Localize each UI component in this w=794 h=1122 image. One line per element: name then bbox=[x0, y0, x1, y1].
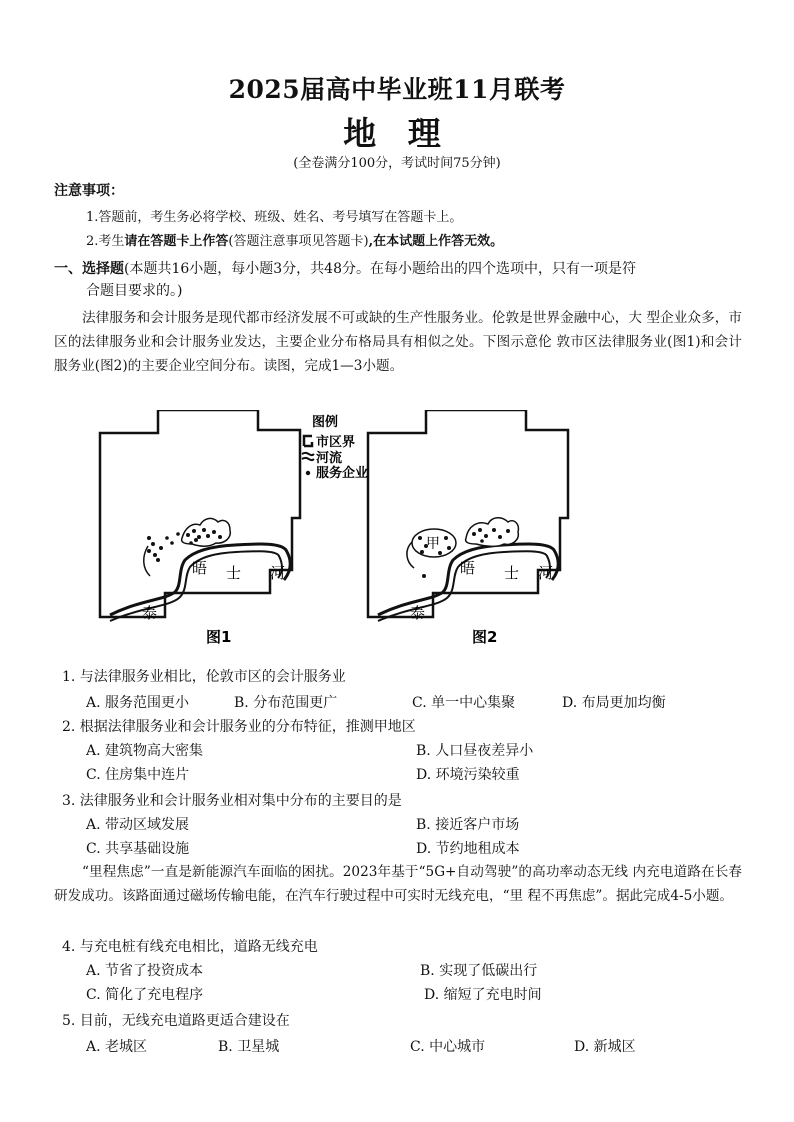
question-5-option-d: D. 新城区 bbox=[574, 1039, 636, 1055]
passage-1: 法律服务和会计服务是现代都市经济发展不可或缺的生产性服务业。伦敦是世界金融中心，大 型企业众多，市区的法律服务业和会计服务业发达，主要企业分布格局具有相似之处。下图示意伦 敦市区法律服务业(图1)和会计服务业(图2)的主要企业空间分布。读图，完成1—3小题。 bbox=[54, 310, 742, 374]
exam-note: (全卷满分100分，考试时间75分钟) bbox=[293, 156, 501, 171]
map1-river-label-2: 士 bbox=[226, 564, 242, 582]
question-2-option-b: B. 人口昼夜差异小 bbox=[416, 743, 534, 759]
notice-heading: 注意事项： bbox=[54, 183, 124, 199]
notice-item-2 bbox=[86, 230, 503, 249]
notice-item-1: 1.答题前，考生务必将学校、班级、姓名、考号填写在答题卡上。 bbox=[86, 210, 463, 225]
london-service-map-figure bbox=[80, 410, 580, 650]
question-3-option-c: C. 共享基础设施 bbox=[86, 841, 190, 857]
exam-title: 2025届高中毕业班11月联考 bbox=[228, 75, 566, 104]
question-3-option-a: A. 带动区域发展 bbox=[86, 817, 190, 833]
section-1-desc2: 合题目要求的。) bbox=[86, 283, 183, 299]
question-5-option-c: C. 中心城市 bbox=[410, 1039, 486, 1055]
notice-item-2-mid: (答题注意事项见答题卡) bbox=[228, 234, 369, 249]
map1-river-label-3: 河 bbox=[270, 564, 286, 582]
question-2-option-a: A. 建筑物高大密集 bbox=[86, 743, 204, 759]
map2-cluster-outline bbox=[466, 518, 519, 547]
legend-enterprise-label: 服务企业 bbox=[316, 466, 369, 481]
question-2-option-d: D. 环境污染较重 bbox=[416, 767, 520, 783]
question-1-option-d: D. 布局更加均衡 bbox=[562, 695, 666, 711]
notice-item-2-pre: 2.考生 bbox=[86, 234, 125, 249]
question-4-option-a: A. 节省了投资成本 bbox=[86, 963, 204, 979]
question-2-stem: 2. 根据法律服务业和会计服务业的分布特征，推测甲地区 bbox=[62, 719, 416, 735]
question-4-option-c: C. 简化了充电程序 bbox=[86, 987, 204, 1003]
map2-river-start-label: 泰 bbox=[410, 604, 426, 622]
notice-item-2-bold2: ,在本试题上作答无效。 bbox=[368, 234, 504, 249]
question-4-option-d: D. 缩短了充电时间 bbox=[424, 987, 542, 1003]
legend-title: 图例 bbox=[312, 415, 339, 430]
figure-1-caption: 图1 bbox=[206, 628, 232, 646]
map2-river-label-2: 士 bbox=[504, 564, 520, 582]
map1-river-start-label: 泰 bbox=[142, 604, 158, 622]
question-1-option-b: B. 分布范围更广 bbox=[234, 695, 338, 711]
question-1-stem: 1. 与法律服务业相比，伦敦市区的会计服务业 bbox=[62, 669, 346, 685]
question-3-stem: 3. 法律服务业和会计服务业相对集中分布的主要目的是 bbox=[62, 793, 402, 809]
section-1-header bbox=[54, 258, 744, 302]
question-4-option-b: B. 实现了低碳出行 bbox=[420, 963, 538, 979]
subject-title: 地 理 bbox=[343, 114, 451, 153]
question-3-option-d: D. 节约地租成本 bbox=[416, 841, 520, 857]
question-5-option-b: B. 卫星城 bbox=[218, 1039, 280, 1055]
legend-boundary-label: 市区界 bbox=[316, 435, 356, 450]
map2-jia-label: 甲 bbox=[426, 536, 440, 552]
map1-cluster-outline bbox=[182, 518, 231, 546]
legend-boundary-symbol bbox=[304, 436, 312, 446]
question-2-option-c: C. 住房集中连片 bbox=[86, 767, 190, 783]
map1-boundary bbox=[100, 410, 300, 617]
question-1-option-c: C. 单一中心集聚 bbox=[412, 695, 516, 711]
map1-river-bank-a bbox=[110, 544, 290, 615]
question-5-stem: 5. 目前，无线充电道路更适合建设在 bbox=[62, 1013, 290, 1029]
map2-river-label-3: 河 bbox=[538, 564, 554, 582]
question-1-option-a: A. 服务范围更小 bbox=[86, 695, 190, 711]
notice-item-2-bold1: 请在答题卡上作答 bbox=[124, 234, 229, 249]
passage-2: “里程焦虑”一直是新能源汽车面临的困扰。2023年基于“5G+自动驾驶”的高功率动态无线 内充电道路在长春研发成功。该路面通过磁场传输电能，在汽车行驶过程中可实时无线充电，“里 程不再焦虑”。据此完成4-5小题。 bbox=[54, 864, 742, 904]
map2-boundary bbox=[368, 410, 568, 617]
legend-river-symbol bbox=[302, 453, 314, 460]
question-3-option-b: B. 接近客户市场 bbox=[416, 817, 520, 833]
legend-river-label: 河流 bbox=[316, 451, 343, 466]
question-4-stem: 4. 与充电桩有线充电相比，道路无线充电 bbox=[62, 939, 318, 955]
map2-river-label-1: 晤 bbox=[460, 559, 476, 577]
section-1-desc: (本题共16小题，每小题3分，共48分。在每小题给出的四个选项中，只有一项是符 bbox=[124, 261, 636, 277]
question-5-option-a: A. 老城区 bbox=[86, 1039, 148, 1055]
figure-2-caption: 图2 bbox=[472, 628, 498, 646]
map1-river-label-1: 晤 bbox=[192, 559, 208, 577]
section-1-label: 一、选择题 bbox=[54, 261, 124, 277]
map2-river-bank-a bbox=[378, 544, 558, 615]
legend-enterprise-symbol bbox=[306, 471, 310, 475]
